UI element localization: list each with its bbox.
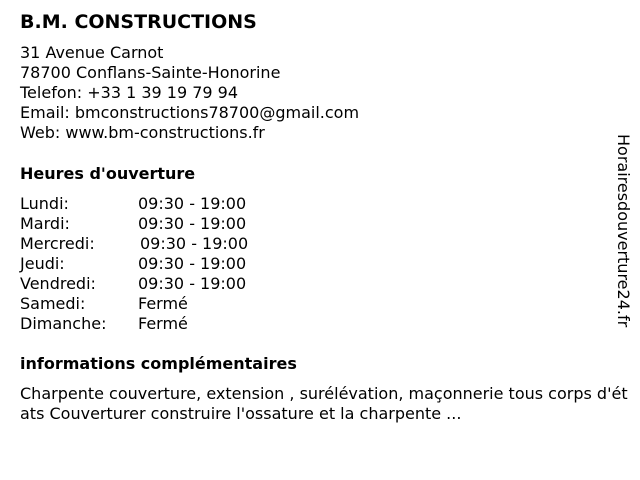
- day-label: Samedi:: [20, 294, 86, 313]
- hours-heading: Heures d'ouverture: [20, 164, 196, 183]
- email-line[interactable]: Email: bmconstructions78700@gmail.com: [20, 103, 360, 122]
- address-street: 31 Avenue Carnot: [20, 43, 164, 62]
- description-text: Charpente couverture, extension , surélévation, maçonnerie tous corps d'états Couverturer construire l'ossature et la charpente ...: [20, 384, 628, 423]
- time-value: 09:30 - 19:00: [138, 194, 247, 213]
- day-label: Lundi:: [20, 194, 69, 213]
- address-city: 78700 Conflans-Sainte-Honorine: [20, 63, 281, 82]
- time-value: 09:30 - 19:00: [140, 234, 249, 253]
- info-heading: informations complémentaires: [20, 354, 297, 373]
- time-value: 09:30 - 19:00: [138, 254, 247, 273]
- day-label: Dimanche:: [20, 314, 107, 333]
- day-label: Mercredi:: [20, 234, 95, 253]
- time-value: 09:30 - 19:00: [138, 274, 247, 293]
- phone-line[interactable]: Telefon: +33 1 39 19 79 94: [20, 83, 239, 102]
- day-label: Jeudi:: [20, 254, 65, 273]
- watermark-text: Horairesdouverture24.fr: [614, 134, 633, 328]
- time-value: 09:30 - 19:00: [138, 214, 247, 233]
- contact-block: [20, 43, 359, 143]
- business-name: B.M. CONSTRUCTIONS: [20, 11, 257, 33]
- day-label: Vendredi:: [20, 274, 96, 293]
- time-value: Fermé: [138, 314, 188, 333]
- time-value: Fermé: [138, 294, 188, 313]
- day-label: Mardi:: [20, 214, 70, 233]
- web-line[interactable]: Web: www.bm-constructions.fr: [20, 123, 265, 142]
